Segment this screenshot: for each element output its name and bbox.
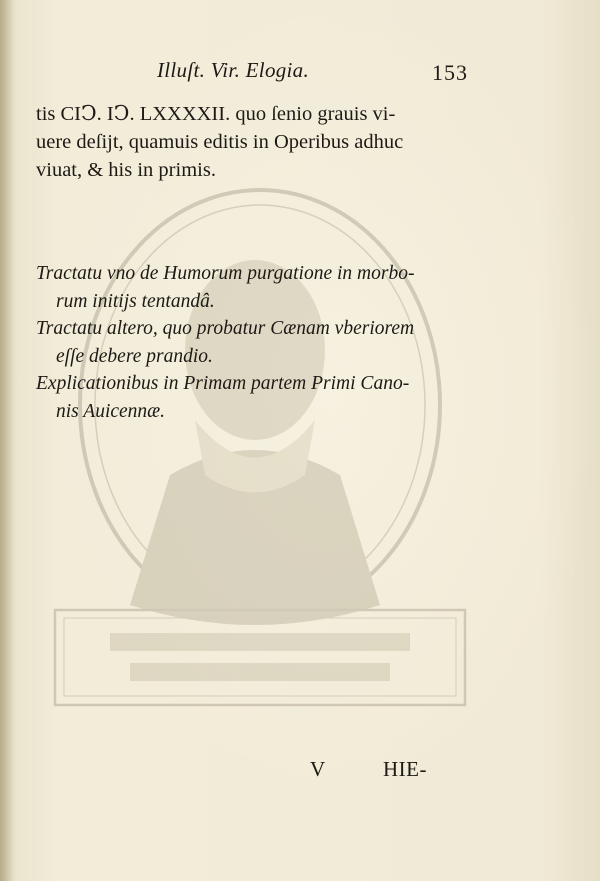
catchword: HIE- [383, 757, 427, 781]
works-line: Explicationibus in Primam partem Primi Cano- [36, 373, 410, 394]
body-paragraph [36, 100, 476, 184]
works-line: rum initijs tentandâ. [56, 290, 215, 312]
show-through-portrait [50, 175, 470, 715]
works-line: Tractatu vno de Humorum purgatione in morbo- [36, 263, 415, 284]
works-line: nis Auicennæ. [56, 400, 166, 422]
works-line: Tractatu altero, quo probatur Cænam vberiorem [36, 318, 415, 339]
gutter-shadow [0, 0, 14, 881]
works-line: eſſe debere prandio. [56, 345, 213, 367]
running-head [0, 58, 600, 86]
signature-mark: V [310, 757, 326, 781]
works-list [36, 260, 476, 425]
page-number: 153 [432, 60, 468, 85]
body-line: uere deſijt, quamuis editis in Operibus adhuc [36, 131, 404, 153]
running-title: Illuſt. Vir. Elogia. [157, 58, 310, 82]
body-line: viuat, & his in primis. [36, 159, 216, 181]
page-footer [0, 757, 600, 787]
body-line: tis CIↃ. IↃ. LXXXXII. quo ſenio grauis vi- [36, 103, 396, 125]
